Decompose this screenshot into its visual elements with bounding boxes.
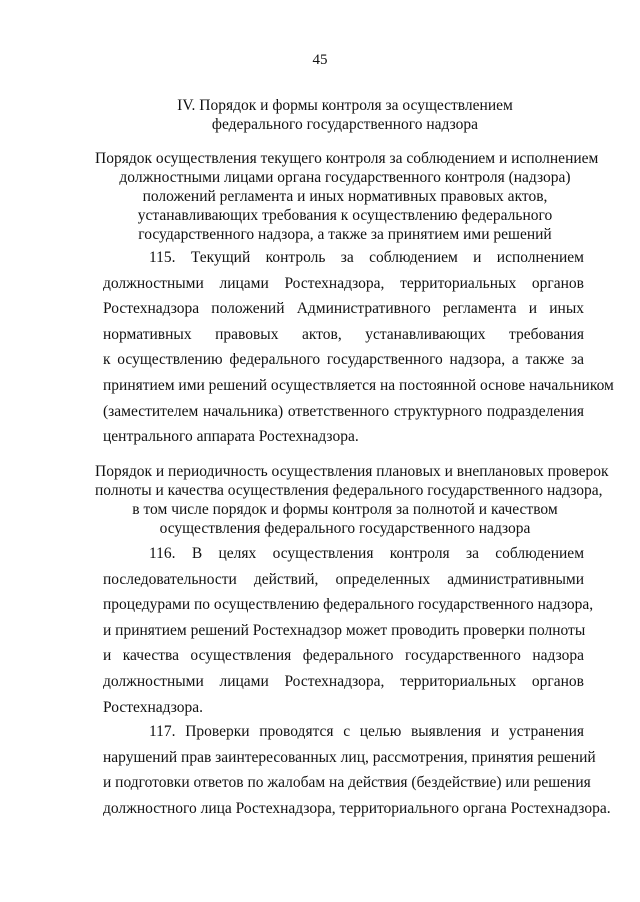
paragraph-line: должностными лицами Ростехнадзора, территориальных органов	[103, 672, 584, 690]
paragraph-line: и качества осуществления федерального государственного надзора	[103, 647, 584, 665]
page-number: 45	[312, 52, 328, 68]
paragraph-line: 117. Проверки проводятся с целью выявления и устранения	[149, 723, 584, 740]
paragraph-line: нормативных правовых актов, устанавливающих требования	[103, 325, 584, 343]
subheading-line: Порядок и периодичность осуществления плановых и внеплановых проверок	[95, 463, 609, 480]
paragraph-line: Ростехнадзора положений Административного регламента и иных	[103, 300, 584, 318]
paragraph-line: и принятием решений Ростехнадзор может проводить проверки полноты	[103, 621, 586, 639]
paragraph-line: принятием ими решений осуществляется на постоянной основе начальником	[103, 376, 614, 394]
paragraph-115	[103, 245, 614, 450]
paragraph-line: 115. Текущий контроль за соблюдением и исполнением	[149, 249, 584, 266]
subheading-line: Порядок осуществления текущего контроля за соблюдением и исполнением	[95, 150, 599, 167]
paragraph-line: нарушений прав заинтересованных лиц, рассмотрения, принятия решений	[103, 748, 596, 766]
section-heading-line: федерального государственного надзора	[211, 116, 479, 133]
paragraph-line: процедурами по осуществлению федерального государственного надзора,	[103, 596, 594, 614]
paragraph-line: должностного лица Ростехнадзора, территориального органа Ростехнадзора.	[103, 799, 611, 817]
paragraph-line: (заместителем начальника) ответственного структурного подразделения	[103, 402, 584, 420]
paragraph-line: последовательности действий, определенных административными	[103, 570, 584, 588]
paragraph-line: к осуществлению федерального государственного надзора, а также за	[103, 351, 584, 369]
paragraph-line: 116. В целях осуществления контроля за соблюдением	[149, 545, 584, 562]
subheading-line: государственного надзора, а также за принятием ими решений	[138, 226, 552, 243]
paragraph-116	[103, 541, 594, 720]
subheading-line: устанавливающих требования к осуществлению федерального	[137, 207, 553, 224]
subheading-inspections	[95, 462, 609, 538]
section-heading	[95, 96, 595, 134]
paragraph-line: центрального аппарата Ростехнадзора.	[103, 428, 359, 446]
paragraph-117	[103, 719, 611, 821]
subheading-current-control	[95, 149, 599, 244]
section-heading-line: IV. Порядок и формы контроля за осуществлением	[177, 97, 513, 114]
subheading-line: положений регламента и иных нормативных правовых актов,	[142, 188, 548, 205]
subheading-line: полноты и качества осуществления федерального государственного надзора,	[95, 482, 603, 499]
subheading-line: в том числе порядок и формы контроля за полнотой и качеством	[132, 501, 558, 518]
paragraph-line: Ростехнадзора.	[103, 698, 203, 716]
subheading-line: осуществления федерального государственного надзора	[159, 520, 531, 537]
subheading-line: должностными лицами органа государственного контроля (надзора)	[119, 169, 571, 186]
paragraph-line: должностными лицами Ростехнадзора, территориальных органов	[103, 274, 584, 292]
paragraph-line: и подготовки ответов по жалобам на действия (бездействие) или решения	[103, 774, 591, 792]
